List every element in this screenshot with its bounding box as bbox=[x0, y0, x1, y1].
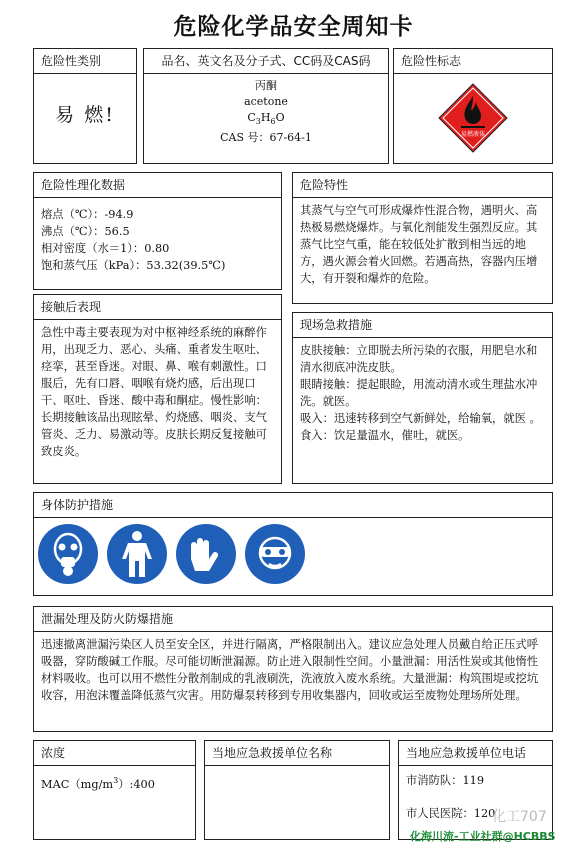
identity-box bbox=[143, 48, 389, 164]
first-aid-skin: 皮肤接触：立即脱去所污染的衣服，用肥皂水和清水彻底冲洗皮肤。 bbox=[300, 344, 538, 374]
first-aid-eyes: 眼睛接触：提起眼睑，用流动清水或生理盐水冲洗。就医。 bbox=[300, 378, 538, 408]
chemical-formula: $C_3H_6O$ bbox=[247, 111, 285, 127]
protection-header: 身体防护措施 bbox=[34, 493, 552, 518]
chemical-name-en: acetone bbox=[244, 95, 288, 108]
concentration-box bbox=[33, 740, 196, 840]
spill-text: 迅速撤离泄漏污染区人员至安全区，并进行隔离，严格限制出入。建议应急处理人员戴自给正压式呼吸器，穿防酸碱工作服。尽可能切断泄漏源。防止进入限制性空间。小量泄漏：用活性炭或其他惰性材料吸收。也可以用不燃性分散剂制成的乳液刷洗，洗液放入废水系统。大量泄漏：构筑围堤或挖坑收容，用泡沫覆盖降低蒸气灾害。用防爆泵转移到专用收集器内，回收或运至废物处理场所处理。 bbox=[41, 638, 539, 702]
watermark: 化工707 bbox=[492, 809, 547, 825]
boiling-point: 沸点（℃）：56.5 bbox=[41, 225, 130, 238]
local-unit-box bbox=[204, 740, 390, 840]
protective-gloves-icon bbox=[176, 524, 236, 584]
first-aid-inhalation: 吸入：迅速转移到空气新鲜处，给输氧，就医 。 bbox=[300, 412, 541, 425]
symptoms-text: 急性中毒主要表现为对中枢神经系统的麻醉作用，出现乏力、恶心、头痛、重者发生呕吐、痉挛，甚至昏迷。对眼、鼻、喉有刺激性。口服后，先有口唇、咽喉有烧灼感，后出现口干、呕吐、昏迷、酸中毒和酮症。慢性影响：长期接触该品出现眩晕、灼烧感、咽炎、支气管炎、乏力、易激动等。皮肤长期反复接触可致皮炎。 bbox=[41, 326, 267, 458]
hazard-sign-box bbox=[393, 48, 553, 164]
identity-header: 品名、英文名及分子式、CC码及CAS码 bbox=[144, 49, 388, 74]
hazard-props-header: 危险特性 bbox=[293, 173, 552, 198]
spill-header: 泄漏处理及防火防爆措施 bbox=[34, 607, 552, 632]
first-aid-header: 现场急救措施 bbox=[293, 313, 552, 338]
hazard-class-value: 易 燃! bbox=[55, 104, 115, 126]
card-title: 危险化学品安全周知卡 bbox=[173, 13, 414, 40]
protection-box bbox=[33, 492, 553, 596]
gas-mask-icon bbox=[38, 524, 98, 584]
mac-value: $MAC(mg/m^3):400$ bbox=[41, 776, 155, 791]
local-phone-header: 当地应急救援单位电话 bbox=[399, 741, 552, 766]
cas-number: CAS 号：67-64-1 bbox=[220, 131, 312, 145]
hazard-props-box bbox=[292, 172, 553, 304]
concentration-header: 浓度 bbox=[34, 741, 195, 766]
relative-density: 相对密度（水＝1）：0.80 bbox=[41, 242, 170, 255]
local-unit-header: 当地应急救援单位名称 bbox=[205, 741, 389, 766]
footer-credit: 化海川流-工业社群@HCBBS bbox=[410, 830, 556, 843]
vapor-pressure: 饱和蒸气压（kPa）：53.32(39.5℃) bbox=[41, 259, 226, 272]
flammable-liquid-label: 易燃液体 bbox=[460, 131, 486, 138]
hazard-props-text: 其蒸气与空气可形成爆炸性混合物，遇明火、高热极易燃烧爆炸。与氧化剂能发生强烈反应。其蒸气比空气重，能在较低处扩散到相当远的地方，遇火源会着火回燃。若遇高热，容器内压增大，有开裂和爆炸的危险。 bbox=[300, 204, 538, 285]
hazard-class-header: 危险性类别 bbox=[34, 49, 136, 74]
first-aid-box bbox=[292, 312, 553, 484]
spill-box bbox=[33, 606, 553, 732]
hazard-class-box bbox=[33, 48, 137, 164]
melting-point: 熔点（℃）：-94.9 bbox=[41, 208, 134, 221]
symptoms-box bbox=[33, 294, 282, 484]
fire-brigade-phone: 市消防队：119 bbox=[406, 774, 485, 787]
hazard-sign-header: 危险性标志 bbox=[394, 49, 552, 74]
protective-suit-icon bbox=[107, 524, 167, 584]
first-aid-ingestion: 食入：饮足量温水，催吐，就医。 bbox=[300, 429, 470, 442]
flammable-liquid-icon bbox=[437, 82, 509, 154]
physchem-header: 危险性理化数据 bbox=[34, 173, 281, 198]
chemical-name-cn: 丙酮 bbox=[255, 79, 277, 92]
physchem-box bbox=[33, 172, 282, 290]
hospital-phone: 市人民医院：120 bbox=[406, 807, 496, 820]
symptoms-header: 接触后表现 bbox=[34, 295, 281, 320]
safety-goggles-icon bbox=[245, 524, 305, 584]
